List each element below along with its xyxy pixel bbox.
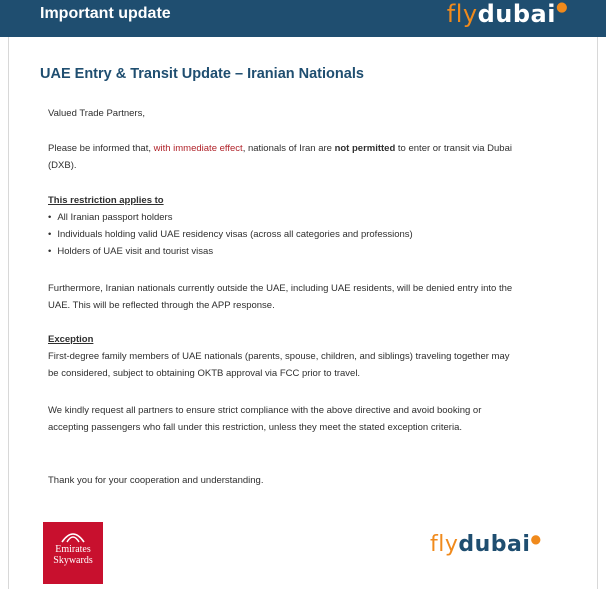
emirates-skywards-logo: Emirates Skywards [43, 522, 103, 584]
flydubai-footer-logo: flydubai● [430, 532, 542, 557]
list-item: • All Iranian passport holders [48, 209, 413, 226]
restriction-list [48, 209, 413, 260]
paragraph-effect: Please be informed that, with immediate effect, nationals of Iran are not permitted to enter or transit via Dubai (DXB). [48, 143, 512, 171]
header-bar [0, 0, 606, 37]
page-title: UAE Entry & Transit Update – Iranian Nationals [40, 66, 364, 82]
paragraph-entry-denied: Furthermore, Iranian nationals currently outside the UAE, including UAE residents, will be denied entry into the UAE. This will be reflected through the APP response. [48, 283, 513, 311]
restriction-heading: This restriction applies to [48, 195, 164, 206]
list-item: • Holders of UAE visit and tourist visas [48, 243, 413, 260]
flydubai-logo: flydubai● [446, 0, 568, 28]
emirates-emblem-icon [58, 528, 88, 544]
header-title: Important update [40, 5, 171, 22]
paragraph-compliance: We kindly request all partners to ensure strict compliance with the above directive and avoid booking or accepting passengers who fall under this restriction, unless they meet the stated exception criteria. [48, 405, 482, 433]
closing-line: Thank you for your cooperation and understanding. [48, 475, 264, 486]
exception-text: First-degree family members of UAE nationals (parents, spouse, children, and siblings) traveling together may be considered, subject to obtaining OKTB approval via FCC prior to travel. [48, 351, 510, 379]
salutation: Valued Trade Partners, [48, 108, 145, 119]
list-item: • Individuals holding valid UAE residency visas (across all categories and professions) [48, 226, 413, 243]
exception-heading: Exception [48, 334, 94, 345]
